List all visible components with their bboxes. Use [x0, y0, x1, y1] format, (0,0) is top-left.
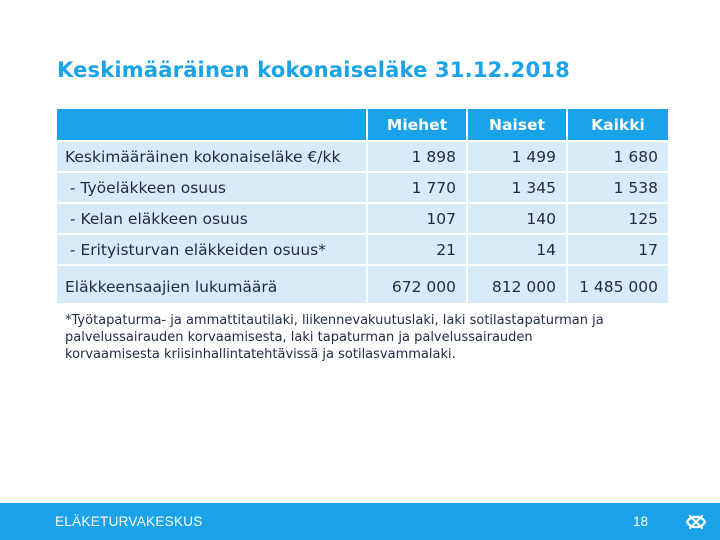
cell-men: 21	[366, 233, 466, 264]
total-label: Eläkkeensaajien lukumäärä	[57, 270, 366, 303]
row-label: Keskimääräinen kokonaiseläke €/kk	[57, 140, 366, 171]
footnote-line: korvaamisesta kriisinhallintatehtävissä ja sotilasvammalaki.	[65, 347, 456, 362]
total-women: 812 000	[466, 270, 566, 303]
pension-table	[57, 109, 668, 303]
header-all: Kaikki	[566, 109, 668, 140]
table-row	[57, 233, 668, 264]
cell-all: 1 538	[566, 171, 668, 202]
cell-women: 1 345	[466, 171, 566, 202]
cell-women: 1 499	[466, 140, 566, 171]
table-header-row	[57, 109, 668, 140]
cell-women: 140	[466, 202, 566, 233]
header-men: Miehet	[366, 109, 466, 140]
cell-men: 1 898	[366, 140, 466, 171]
footnote-line: *Työtapaturma- ja ammattitautilaki, liikennevakuutuslaki, laki sotilastapaturman ja	[65, 313, 604, 328]
table-row	[57, 171, 668, 202]
cell-all: 17	[566, 233, 668, 264]
cell-men: 107	[366, 202, 466, 233]
cell-all: 1 680	[566, 140, 668, 171]
table-row	[57, 202, 668, 233]
header-women: Naiset	[466, 109, 566, 140]
page-number: 18	[633, 514, 649, 529]
footnote-line: palvelussairauden korvaamisesta, laki tapaturman ja palvelussairauden	[65, 330, 533, 345]
total-men: 672 000	[366, 270, 466, 303]
row-label: - Erityisturvan eläkkeiden osuus*	[57, 233, 366, 264]
footer-brand: ELÄKETURVAKESKUS	[55, 514, 203, 529]
cell-women: 14	[466, 233, 566, 264]
table-row	[57, 140, 668, 171]
row-label: - Työeläkkeen osuus	[57, 171, 366, 202]
eto-logo-icon	[683, 509, 709, 535]
footnote	[65, 312, 665, 363]
cell-all: 125	[566, 202, 668, 233]
total-all: 1 485 000	[566, 270, 668, 303]
footer-bar	[0, 503, 720, 540]
page-title: Keskimääräinen kokonaiseläke 31.12.2018	[57, 58, 570, 82]
row-label: - Kelan eläkkeen osuus	[57, 202, 366, 233]
cell-men: 1 770	[366, 171, 466, 202]
header-blank	[57, 109, 366, 140]
table-total-row	[57, 270, 668, 303]
